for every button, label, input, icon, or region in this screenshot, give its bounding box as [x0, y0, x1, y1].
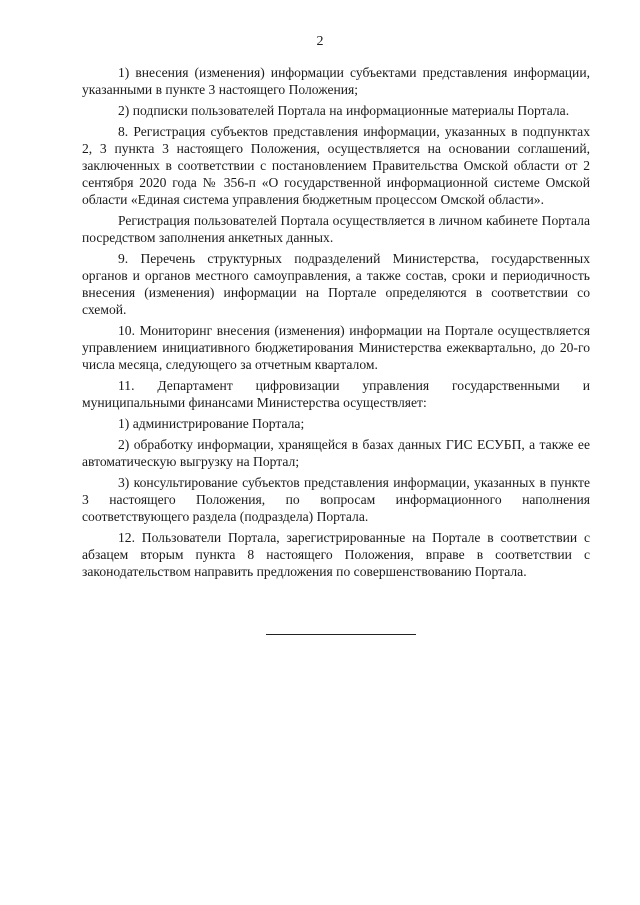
paragraph-10: 3) консультирование субъектов представления информации, указанных в пункте 3 настоящего Положения, по вопросам информационного наполнения соответствующего раздела (подраздела) Портала.	[82, 475, 590, 524]
page-number: 2	[316, 34, 324, 49]
paragraph-7: 11. Департамент цифровизации управления государственными и муниципальными финансами Министерства осуществляет:	[82, 378, 590, 410]
paragraph-11: 12. Пользователи Портала, зарегистрированные на Портале в соответствии с абзацем вторым пункта 8 настоящего Положения, вправе в соответствии с законодательством направить предложения по совершенствованию Портала.	[82, 530, 590, 579]
closing-separator-line	[266, 634, 416, 635]
paragraph-4: Регистрация пользователей Портала осуществляется в личном кабинете Портала посредством заполнения анкетных данных.	[82, 213, 590, 245]
paragraph-1: 1) внесения (изменения) информации субъектами представления информации, указанными в пункте 3 настоящего Положения;	[82, 65, 590, 97]
document-body	[82, 64, 590, 584]
paragraph-9: 2) обработку информации, хранящейся в базах данных ГИС ЕСУБП, а также ее автоматическую выгрузку на Портал;	[82, 437, 590, 469]
paragraph-8: 1) администрирование Портала;	[118, 416, 305, 431]
paragraph-2: 2) подписки пользователей Портала на информационные материалы Портала.	[118, 103, 570, 118]
paragraph-3: 8. Регистрация субъектов представления информации, указанных в подпунктах 2, 3 пункта 3 настоящего Положения, осуществляется на основании соглашений, заключенных в соответствии с постановлением Правительства Омской области от 2 сентября 2020 года № 356-п «О государственной информационной системе Омской области «Единая система управления бюджетным процессом Омской области».	[82, 124, 590, 207]
paragraph-5: 9. Перечень структурных подразделений Министерства, государственных органов и органов местного самоуправления, а также состав, сроки и периодичность внесения (изменения) информации на Портале определяются в соответствии со схемой.	[82, 251, 590, 317]
paragraph-6: 10. Мониторинг внесения (изменения) информации на Портале осуществляется управлением инициативного бюджетирования Министерства ежеквартально, до 20-го числа месяца, следующего за отчетным кварталом.	[82, 323, 590, 372]
